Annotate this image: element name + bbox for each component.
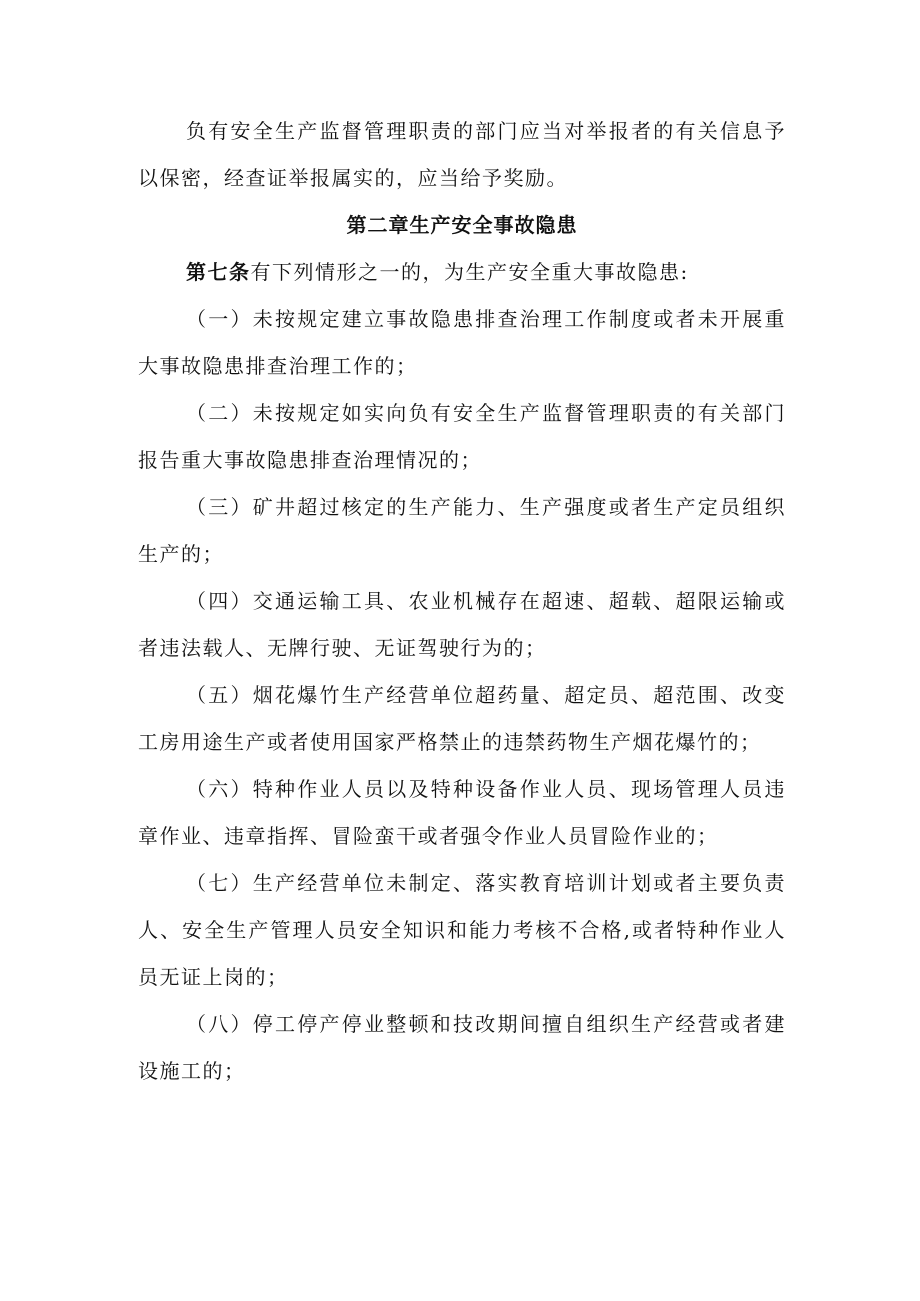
- list-item: （七）生产经营单位未制定、落实教育培训计划或者主要负责人、安全生产管理人员安全知识和能力考核不合格,或者特种作业人员无证上岗的；: [138, 871, 786, 989]
- list-item: （四）交通运输工具、农业机械存在超速、超载、超限运输或者违法载人、无牌行驶、无证驾驶行为的；: [138, 589, 786, 660]
- article-lead-text: 有下列情形之一的，为生产安全重大事故隐患:: [250, 260, 689, 284]
- article-label: 第七条: [186, 260, 251, 284]
- list-item: （六）特种作业人员以及特种设备作业人员、现场管理人员违章作业、违章指挥、冒险蛮干或者强令作业人员冒险作业的；: [138, 777, 786, 848]
- article-paragraph: [138, 249, 786, 296]
- chapter-title: 第二章生产安全事故隐患: [346, 213, 578, 237]
- intro-paragraph: 负有安全生产监督管理职责的部门应当对举报者的有关信息予以保密，经查证举报属实的，应当给予奖励。: [138, 119, 786, 190]
- list-item: （八）停工停产停业整顿和技改期间擅自组织生产经营或者建设施工的；: [138, 1012, 786, 1083]
- list-item: （五）烟花爆竹生产经营单位超药量、超定员、超范围、改变工房用途生产或者使用国家严格禁止的违禁药物生产烟花爆竹的；: [138, 683, 786, 754]
- list-item: （二）未按规定如实向负有安全生产监督管理职责的有关部门报告重大事故隐患排查治理情况的；: [138, 401, 786, 472]
- list-item: （一）未按规定建立事故隐患排查治理工作制度或者未开展重大事故隐患排查治理工作的；: [138, 307, 786, 378]
- list-item: （三）矿井超过核定的生产能力、生产强度或者生产定员组织生产的；: [138, 495, 786, 566]
- document-body: [138, 108, 786, 1095]
